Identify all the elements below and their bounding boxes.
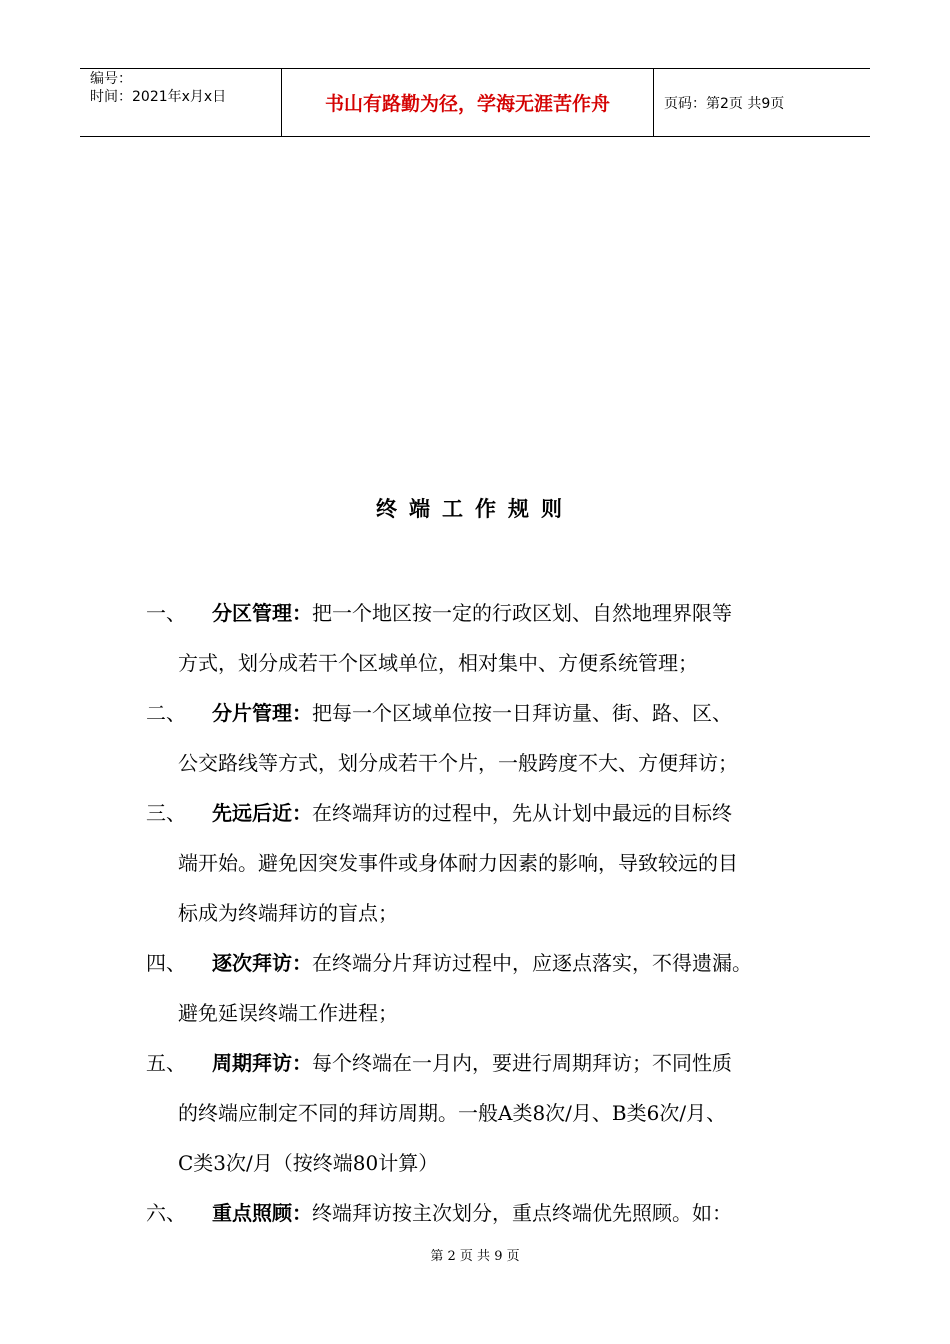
rule-continuation: 方式，划分成若干个区域单位，相对集中、方便系统管理； (178, 651, 698, 675)
rule-text: 把一个地区按一定的行政区划、自然地理界限等 (312, 601, 732, 625)
header-meta (80, 69, 282, 136)
rule-heading: 先远后近： (212, 801, 312, 825)
rule-item (146, 588, 826, 688)
rule-continuation: 的终端应制定不同的拜访周期。一般A类8次/月、B类6次/月、 (178, 1101, 727, 1125)
rule-heading: 逐次拜访： (212, 951, 312, 975)
rule-item (146, 1188, 826, 1238)
document-title: 终端工作规则 (376, 497, 574, 521)
rule-first-line (146, 588, 826, 638)
rule-first-line (146, 1188, 826, 1238)
rule-continuation: 公交路线等方式，划分成若干个片，一般跨度不大、方便拜访； (178, 751, 738, 775)
header-motto: 书山有路勤为径，学海无涯苦作舟 (282, 69, 654, 136)
rule-item (146, 1038, 826, 1188)
rule-heading: 重点照顾： (212, 1201, 312, 1225)
rule-text: 把每一个区域单位按一日拜访量、街、路、区、 (312, 701, 732, 725)
rule-first-line (146, 1038, 826, 1088)
rule-number: 六、 (146, 1201, 186, 1225)
rule-item (146, 938, 826, 1038)
rule-number: 四、 (146, 951, 186, 975)
rule-text: 每个终端在一月内，要进行周期拜访；不同性质 (312, 1051, 732, 1075)
time-label: 时间：2021年x月x日 (90, 89, 227, 105)
rule-number: 一、 (146, 601, 186, 625)
rule-first-line (146, 688, 826, 738)
rule-number: 五、 (146, 1051, 186, 1075)
rule-first-line (146, 788, 826, 838)
rule-continuation: 标成为终端拜访的盲点； (178, 901, 398, 925)
rule-continuation: C类3次/月（按终端80计算） (178, 1151, 439, 1175)
rule-number: 二、 (146, 701, 186, 725)
page-footer: 第 2 页 共 9 页 (430, 1249, 520, 1264)
rule-continuation: 端开始。避免因突发事件或身体耐力因素的影响，导致较远的目 (178, 851, 738, 875)
rule-first-line (146, 938, 826, 988)
rule-text: 在终端拜访的过程中，先从计划中最远的目标终 (312, 801, 732, 825)
rule-text: 在终端分片拜访过程中，应逐点落实，不得遗漏。 (312, 951, 752, 975)
rule-number: 三、 (146, 801, 186, 825)
rule-continuation: 避免延误终端工作进程； (178, 1001, 398, 1025)
rule-item (146, 788, 826, 938)
rule-text: 终端拜访按主次划分，重点终端优先照顾。如： (312, 1201, 732, 1225)
page-header (80, 68, 870, 137)
number-label: 编号： (90, 71, 132, 87)
rules-list (146, 588, 826, 1238)
rule-heading: 分片管理： (212, 701, 312, 725)
header-page-code: 页码：第2页 共9页 (664, 95, 785, 112)
rule-heading: 周期拜访： (212, 1051, 312, 1075)
rule-heading: 分区管理： (212, 601, 312, 625)
rule-item (146, 688, 826, 788)
